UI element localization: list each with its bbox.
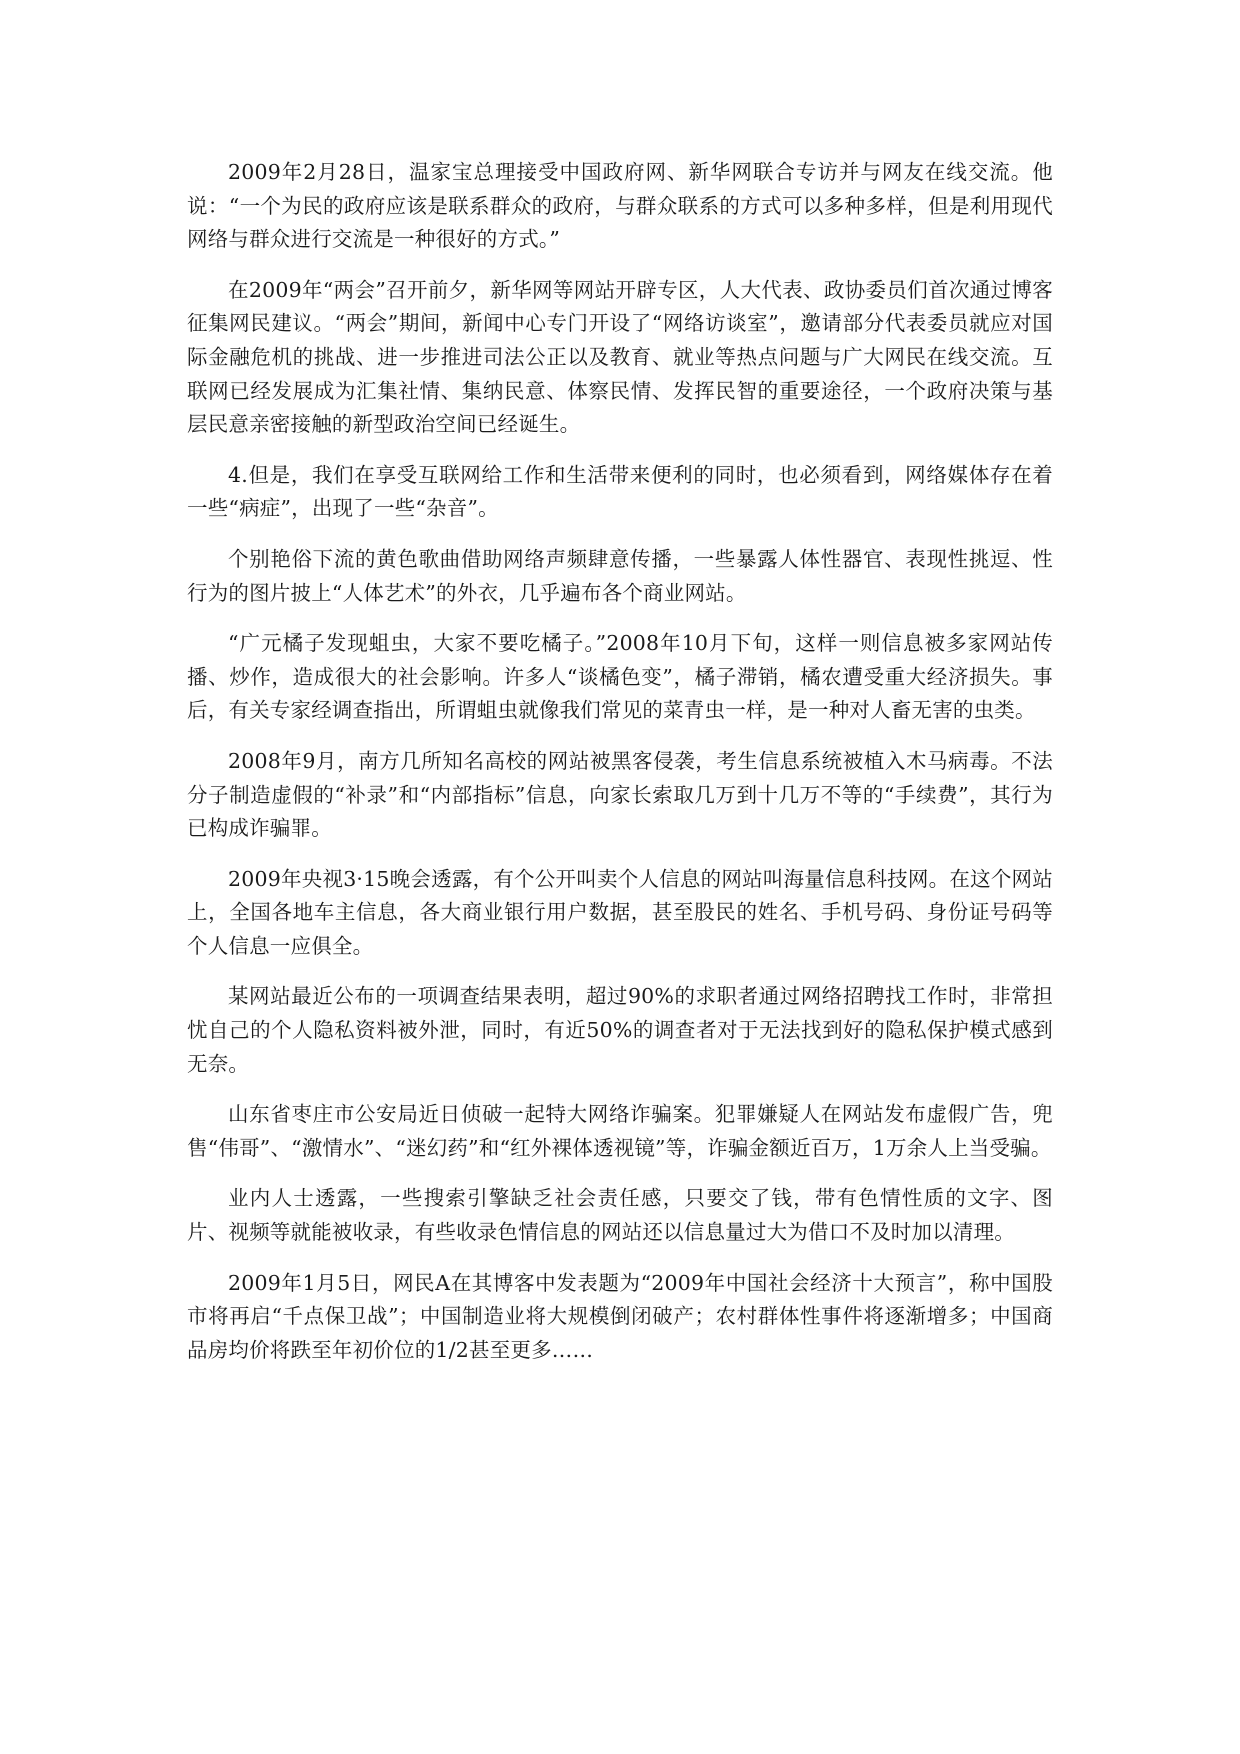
- paragraph-3: 4.但是，我们在享受互联网给工作和生活带来便利的同时，也必须看到，网络媒体存在着一些“病症”，出现了一些“杂音”。: [187, 462, 1053, 521]
- paragraph-1: 2009年2月28日，温家宝总理接受中国政府网、新华网联合专访并与网友在线交流。他说：“一个为民的政府应该是联系群众的政府，与群众联系的方式可以多种多样，但是利用现代网络与群众进行交流是一种很好的方式。”: [187, 160, 1053, 252]
- paragraph-8: 某网站最近公布的一项调查结果表明，超过90%的求职者通过网络招聘找工作时，非常担忧自己的个人隐私资料被外泄，同时，有近50%的调查者对于无法找到好的隐私保护模式感到无奈。: [187, 984, 1053, 1076]
- paragraph-2: 在2009年“两会”召开前夕，新华网等网站开辟专区，人大代表、政协委员们首次通过博客征集网民建议。“两会”期间，新闻中心专门开设了“网络访谈室”，邀请部分代表委员就应对国际金融危机的挑战、进一步推进司法公正以及教育、就业等热点问题与广大网民在线交流。互联网已经发展成为汇集社情、集纳民意、体察民情、发挥民智的重要途径，一个政府决策与基层民意亲密接触的新型政治空间已经诞生。: [187, 277, 1053, 437]
- paragraph-4: 个别艳俗下流的黄色歌曲借助网络声频肆意传播，一些暴露人体性器官、表现性挑逗、性行为的图片披上“人体艺术”的外衣，几乎遍布各个商业网站。: [187, 546, 1053, 605]
- paragraph-7: 2009年央视3·15晚会透露，有个公开叫卖个人信息的网站叫海量信息科技网。在这个网站上，全国各地车主信息，各大商业银行用户数据，甚至股民的姓名、手机号码、身份证号码等个人信息一应俱全。: [187, 866, 1053, 958]
- paragraph-11: 2009年1月5日，网民A在其博客中发表题为“2009年中国社会经济十大预言”，称中国股市将再启“千点保卫战”；中国制造业将大规模倒闭破产；农村群体性事件将逐渐增多；中国商品房均价将跌至年初价位的1/2甚至更多……: [187, 1270, 1053, 1362]
- paragraph-5: “广元橘子发现蛆虫，大家不要吃橘子。”2008年10月下旬，这样一则信息被多家网站传播、炒作，造成很大的社会影响。许多人“谈橘色变”，橘子滞销，橘农遭受重大经济损失。事后，有关专家经调查指出，所谓蛆虫就像我们常见的菜青虫一样，是一种对人畜无害的虫类。: [187, 631, 1053, 723]
- paragraph-10: 业内人士透露，一些搜索引擎缺乏社会责任感，只要交了钱，带有色情性质的文字、图片、视频等就能被收录，有些收录色情信息的网站还以信息量过大为借口不及时加以清理。: [187, 1186, 1053, 1245]
- document-body: [187, 156, 1053, 1384]
- paragraph-6: 2008年9月，南方几所知名高校的网站被黑客侵袭，考生信息系统被植入木马病毒。不法分子制造虚假的“补录”和“内部指标”信息，向家长索取几万到十几万不等的“手续费”，其行为已构成诈骗罪。: [187, 748, 1053, 841]
- paragraph-9: 山东省枣庄市公安局近日侦破一起特大网络诈骗案。犯罪嫌疑人在网站发布虚假广告，兜售“伟哥”、“激情水”、“迷幻药”和“红外裸体透视镜”等，诈骗金额近百万，1万余人上当受骗。: [187, 1102, 1053, 1160]
